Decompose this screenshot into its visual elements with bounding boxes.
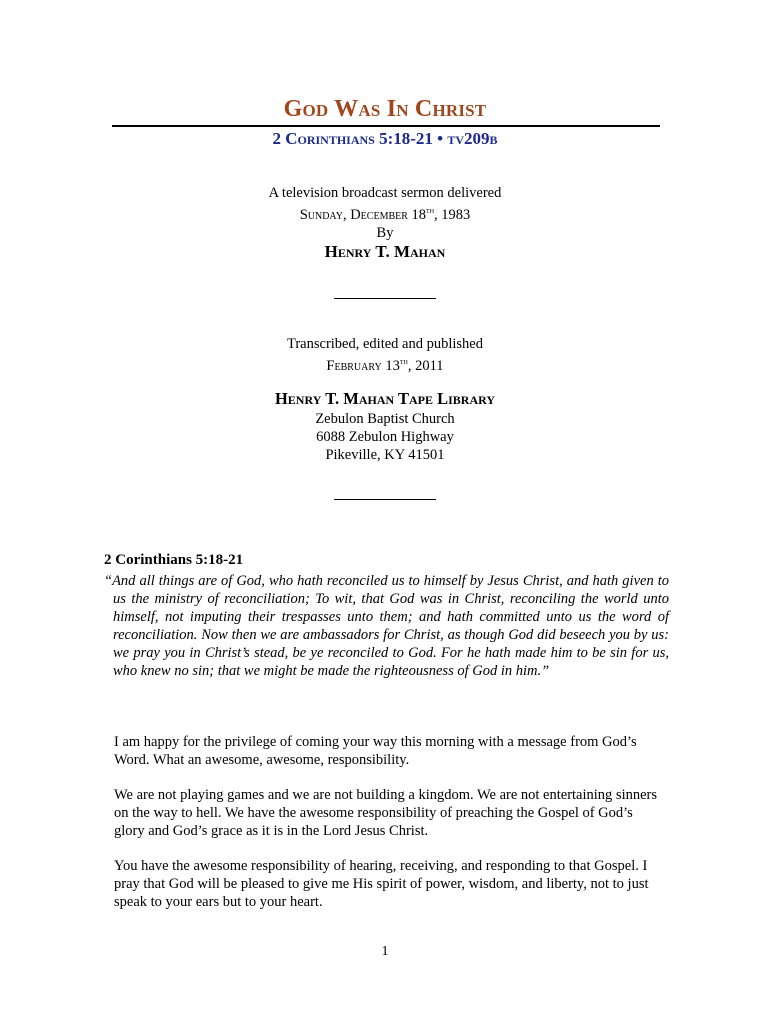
library-street: 6088 Zebulon Highway <box>316 429 454 445</box>
title-divider <box>112 125 660 127</box>
section-divider-1 <box>334 298 436 299</box>
broadcast-info <box>0 184 770 261</box>
body-paragraph-3: You have the awesome responsibility of hearing, receiving, and responding to that Gospel. I pray that God will be pleased to give me His spirit of power, wisdom, and liberty, not to just speak to your ears but to your heart. <box>114 858 649 910</box>
scripture-reference: 2 Corinthians 5:18-21 <box>104 552 244 568</box>
broadcast-date <box>0 202 770 224</box>
library-city: Pikeville, KY 41501 <box>325 447 445 463</box>
library-church: Zebulon Baptist Church <box>315 411 455 427</box>
page-title: God Was In Christ <box>283 96 487 122</box>
publication-info <box>0 335 770 375</box>
library-info <box>0 388 770 464</box>
publication-date-year: , 2011 <box>407 357 444 374</box>
section-divider-2 <box>334 499 436 500</box>
scripture-subtitle: 2 Corinthians 5:18-21 • tv209b <box>272 129 498 148</box>
library-name: Henry T. Mahan Tape Library <box>274 389 496 408</box>
publication-date-main: February 13 <box>326 357 400 374</box>
page-number: 1 <box>381 944 389 959</box>
body-paragraph-2: We are not playing games and we are not building a kingdom. We are not entertaining sinners on the way to hell. We have the awesome responsibility of preaching the Gospel of God’s glory and God’s grace as it is in the Lord Jesus Christ. <box>114 787 658 839</box>
by-line: By <box>376 224 394 241</box>
broadcast-date-suffix: th <box>426 206 435 215</box>
publication-date <box>0 353 770 375</box>
body-paragraph-1: I am happy for the privilege of coming your way this morning with a message from God’s Word. What an awesome, awesome, responsibility. <box>114 734 637 768</box>
scripture-text: “And all things are of God, who hath reconciled us to himself by Jesus Christ, and hath given to us the ministry of reconciliation; To wit, that God was in Christ, reconciling the world unto himself, not imputing their trespasses unto them; and hath committed unto us the word of reconciliation. Now then we are ambassadors for Christ, as though God did beseech you by us: we pray you in Christ’s stead, be ye reconciled to God. For he hath made him to be sin for us, who knew no sin; that we might be made the righteousness of God in him.” <box>104 573 669 679</box>
broadcast-date-year: , 1983 <box>434 206 471 223</box>
author-name: Henry T. Mahan <box>324 241 446 261</box>
publication-line: Transcribed, edited and published <box>287 336 483 352</box>
broadcast-line: A television broadcast sermon delivered <box>268 185 502 201</box>
publication-date-suffix: th <box>399 357 408 366</box>
broadcast-date-main: Sunday, December 18 <box>299 206 427 223</box>
